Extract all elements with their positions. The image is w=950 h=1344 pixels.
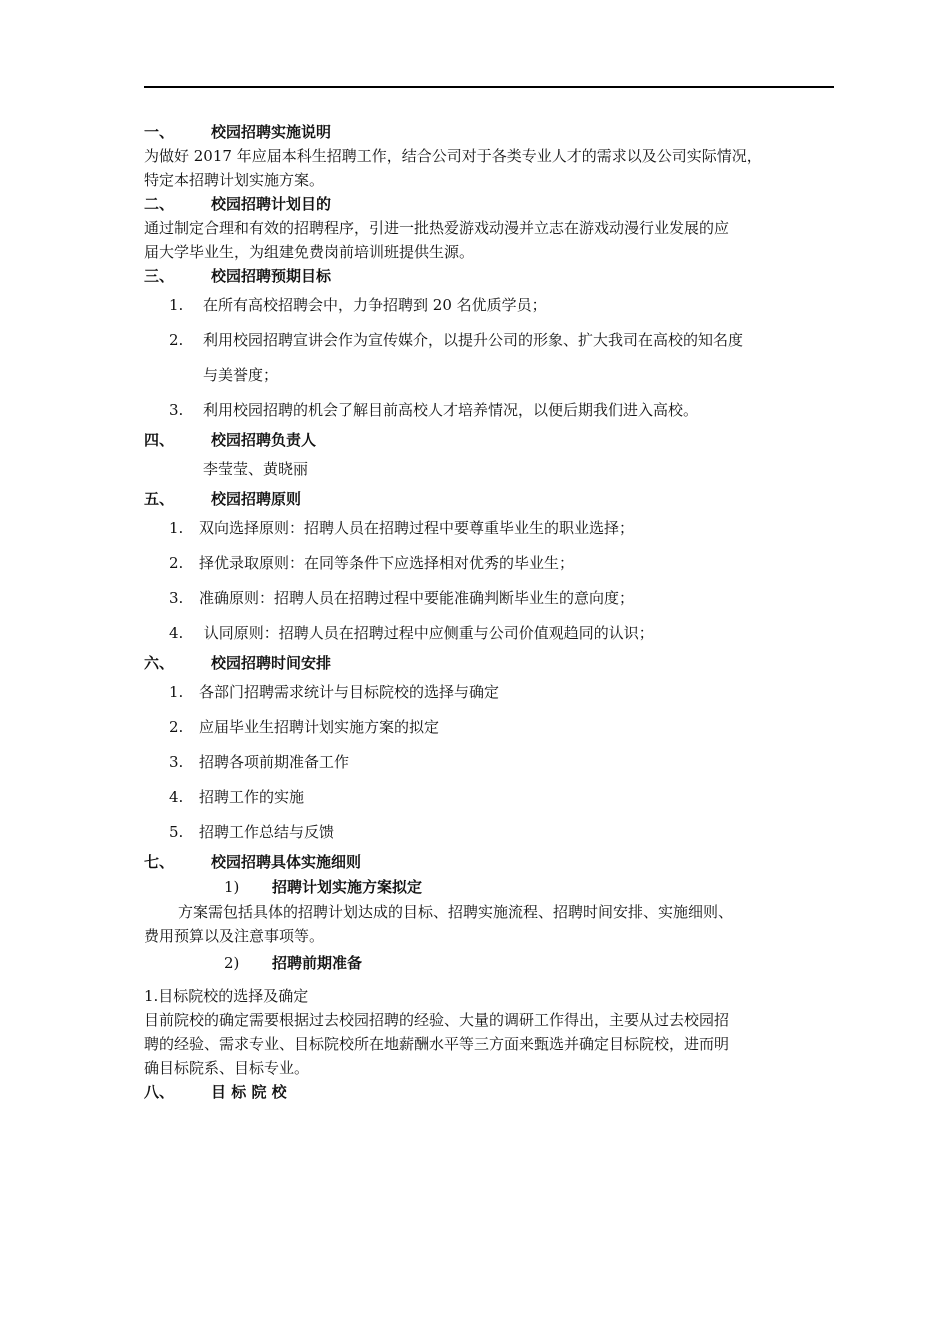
section-number: 八、: [144, 1083, 175, 1101]
list-text: 利用校园招聘的机会了解目前高校人才培养情况，以便后期我们进入高校。: [203, 401, 699, 419]
list-number: 3.: [169, 753, 184, 771]
subsection-heading: [144, 874, 834, 900]
section-heading-3: [144, 264, 834, 288]
list-item: [144, 675, 834, 710]
paragraph: 1.目标院校的选择及确定: [144, 987, 309, 1005]
document-body: [144, 120, 834, 1104]
list-number: 3.: [169, 589, 184, 607]
list-item: [144, 393, 834, 428]
list-item-continuation: 与美誉度；: [203, 366, 279, 384]
section-heading-8: [144, 1080, 834, 1104]
list-item: [144, 710, 834, 745]
section-title: 校园招聘原则: [211, 490, 302, 508]
list-item: [144, 323, 834, 358]
list-number: 3.: [169, 401, 184, 419]
section-title: 目 标 院 校: [211, 1083, 287, 1101]
subsection-number: 1): [224, 878, 240, 896]
paragraph: 方案需包括具体的招聘计划达成的目标、招聘实施流程、招聘时间安排、实施细则、: [178, 903, 734, 921]
list-text: 招聘工作的实施: [199, 788, 305, 806]
list-item: [144, 780, 834, 815]
section-heading-5: [144, 487, 834, 511]
paragraph: 通过制定合理和有效的招聘程序，引进一批热爱游戏动漫并立志在游戏动漫行业发展的应: [144, 219, 730, 237]
section-title: 校园招聘计划目的: [211, 195, 332, 213]
paragraph: 为做好 2017 年应届本科生招聘工作，结合公司对于各类专业人才的需求以及公司实际情况，: [144, 147, 762, 165]
section-title: 校园招聘预期目标: [211, 267, 332, 285]
list-number: 1.: [169, 683, 184, 701]
list-number: 2.: [169, 331, 184, 349]
section-number: 一、: [144, 123, 175, 141]
paragraph: 特定本招聘计划实施方案。: [144, 171, 325, 189]
section-heading-4: [144, 428, 834, 452]
header-rule: [144, 86, 834, 88]
section-heading-1: [144, 120, 834, 144]
list-text: 认同原则：招聘人员在招聘过程中应侧重与公司价值观趋同的认识；: [199, 624, 654, 642]
section-title: 校园招聘时间安排: [211, 654, 332, 672]
list-number: 4.: [169, 624, 184, 642]
subsection-heading: [144, 950, 834, 976]
list-number: 4.: [169, 788, 184, 806]
list-text: 招聘各项前期准备工作: [199, 753, 350, 771]
list-number: 5.: [169, 823, 184, 841]
list-text: 择优录取原则：在同等条件下应选择相对优秀的毕业生；: [199, 554, 575, 572]
list-text: 准确原则：招聘人员在招聘过程中要能准确判断毕业生的意向度；: [199, 589, 635, 607]
list-text: 各部门招聘需求统计与目标院校的选择与确定: [199, 683, 500, 701]
subsection-title: 招聘计划实施方案拟定: [272, 878, 423, 896]
section-heading-7: [144, 850, 834, 874]
list-text: 利用校园招聘宣讲会作为宣传媒介，以提升公司的形象、扩大我司在高校的知名度: [203, 331, 744, 349]
list-number: 2.: [169, 554, 184, 572]
owner-names: 李莹莹、黄晓丽: [203, 460, 309, 478]
paragraph: 确目标院系、目标专业。: [144, 1059, 310, 1077]
section-number: 二、: [144, 195, 175, 213]
paragraph: 目前院校的确定需要根据过去校园招聘的经验、大量的调研工作得出，主要从过去校园招: [144, 1011, 730, 1029]
paragraph: 届大学毕业生，为组建免费岗前培训班提供生源。: [144, 243, 475, 261]
section-number: 五、: [144, 490, 175, 508]
section-number: 七、: [144, 853, 175, 871]
section-heading-2: [144, 192, 834, 216]
paragraph: 聘的经验、需求专业、目标院校所在地薪酬水平等三方面来甄选并确定目标院校，进而明: [144, 1035, 730, 1053]
list-number: 1.: [169, 296, 184, 314]
list-number: 2.: [169, 718, 184, 736]
section-number: 六、: [144, 654, 175, 672]
list-text: 双向选择原则：招聘人员在招聘过程中要尊重毕业生的职业选择；: [199, 519, 635, 537]
subsection-number: 2): [224, 954, 240, 972]
list-item: [144, 745, 834, 780]
list-item: [144, 815, 834, 850]
section-title: 校园招聘实施说明: [211, 123, 332, 141]
section-title: 校园招聘具体实施细则: [211, 853, 362, 871]
list-item: [144, 511, 834, 546]
list-item: [144, 546, 834, 581]
list-text: 在所有高校招聘会中，力争招聘到 20 名优质学员；: [203, 296, 547, 314]
section-heading-6: [144, 651, 834, 675]
list-item: [144, 616, 834, 651]
list-text: 应届毕业生招聘计划实施方案的拟定: [199, 718, 440, 736]
list-item: [144, 288, 834, 323]
paragraph: 费用预算以及注意事项等。: [144, 927, 325, 945]
list-item: [144, 581, 834, 616]
section-number: 三、: [144, 267, 175, 285]
section-number: 四、: [144, 431, 175, 449]
list-text: 招聘工作总结与反馈: [199, 823, 335, 841]
list-number: 1.: [169, 519, 184, 537]
subsection-title: 招聘前期准备: [272, 954, 363, 972]
section-title: 校园招聘负责人: [211, 431, 317, 449]
spacer: [144, 976, 834, 984]
